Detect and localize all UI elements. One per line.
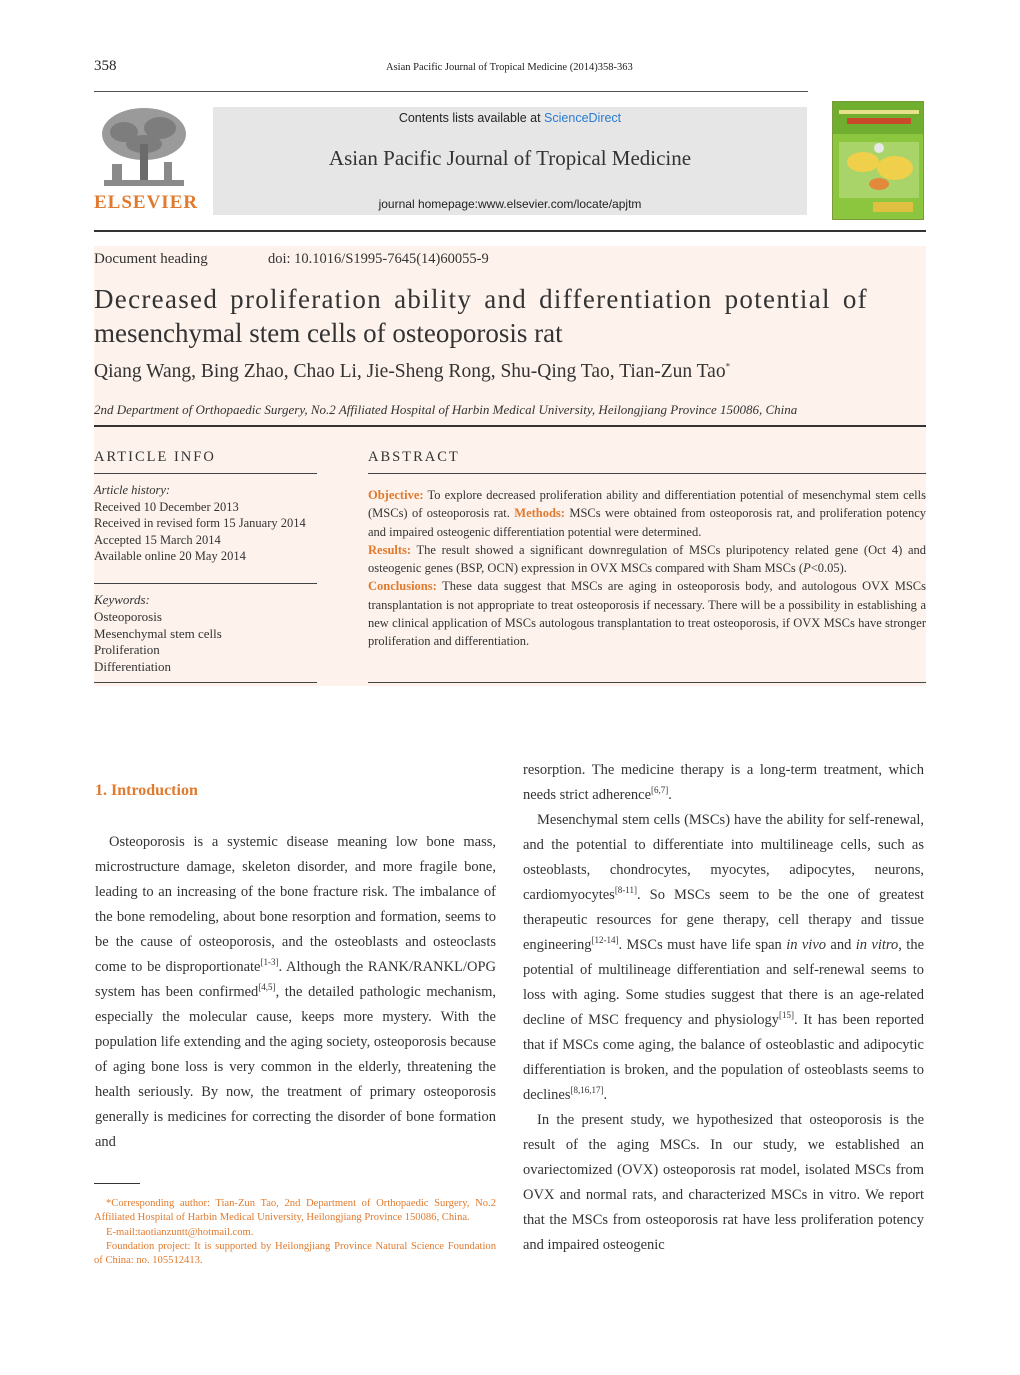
page-number: 358 — [94, 58, 117, 74]
abstract-heading: ABSTRACT — [368, 449, 460, 465]
history-revised: Received in revised form 15 January 2014 — [94, 516, 306, 530]
article-info-rule-bottom — [94, 682, 317, 683]
results-label: Results: — [368, 542, 412, 557]
keywords-label: Keywords: — [94, 592, 150, 607]
p1-text-a: Osteoporosis is a systemic disease meaning low bone mass, microstructure damage, skeleton disorder, and more fragile bone, leading to an increasing of the bone fracture risk. The imbalance of the bone remodeling, about bone resorption and formation, seems to be the cause of osteoporosis, and the osteoblasts and osteoclasts come to be disproportionate — [95, 834, 496, 975]
document-heading-label: Document heading — [94, 251, 208, 267]
paragraph-1 — [95, 830, 496, 1155]
corresponding-author-note: *Corresponding author: Tian-Zun Tao, 2nd Department of Orthopaedic Surgery, No.2 Affiliated Hospital of Harbin Medical University, Heilongjiang Province 150086, China. — [94, 1198, 496, 1224]
p2-text-e: . It has been reported that if MSCs come aging, the balance of osteoblastic and adipocytic differentiation is broken, and the population of osteoblasts seems to declines — [523, 1012, 925, 1103]
p2-text-d: , the potential of multilineage differentiation and self-renewal seems to loss with aging. Some studies suggest that there is an age-related decline of MSC frequency and physiology — [523, 937, 925, 1028]
abstract-text — [368, 486, 926, 651]
introduction-heading: 1. Introduction — [95, 782, 198, 799]
banner-bottom-rule — [94, 230, 926, 232]
article-info-rule-middle — [94, 583, 317, 584]
results-text: The result showed a significant downregulation of MSCs pluripotency related gene (Oct 4) and osteogenic genes (BSP, OCN) expression in OVX MSCs compared with Sham MSCs ( — [368, 542, 926, 576]
conclusions-text: These data suggest that MSCs are aging in osteoporosis body, and autologous OVX MSCs transplantation is not appropriate to treat osteoporosis if necessary. There will be a possibility in establishing a new clinical application of MSCs autologous transplantation to treat osteoporosis, if OVX MSCs have stronger proliferation and differentiation. — [368, 579, 926, 649]
paragraph-1-continued — [523, 758, 924, 808]
keyword-item: Osteoporosis — [94, 608, 162, 624]
article-title-line1: Decreased proliferation ability and differentiation potential of — [94, 284, 868, 314]
doi[interactable]: doi: 10.1016/S1995-7645(14)60055-9 — [268, 251, 489, 267]
keyword-item: Mesenchymal stem cells — [94, 625, 222, 641]
article-info-rule-top — [94, 473, 317, 474]
author-list — [94, 361, 730, 383]
results-p-symbol: P — [803, 561, 811, 576]
footnotes — [94, 1197, 496, 1268]
p2-text-b: . So MSCs seem to be the one of greatest therapeutic resources for gene therapy, cell therapy and tissue engineering — [523, 887, 924, 953]
abstract-rule-top — [368, 473, 926, 474]
history-accepted: Accepted 15 March 2014 — [94, 532, 221, 547]
affiliation: 2nd Department of Orthopaedic Surgery, No.2 Affiliated Hospital of Harbin Medical University, Heilongjiang Province 150086, China — [94, 402, 798, 417]
in-vivo-term: in vivo — [786, 937, 827, 953]
footnote-rule — [94, 1183, 140, 1184]
email-note[interactable]: E-mail:taotianzuntt@hotmail.com. — [106, 1226, 254, 1238]
history-received: Received 10 December 2013 — [94, 499, 239, 514]
journal-homepage-link[interactable]: journal homepage:www.elsevier.com/locate/apjtm — [378, 197, 642, 211]
methods-text: MSCs were obtained from osteoporosis rat, and proliferation potency and impaired osteogenic differentiation potential were determined. — [368, 506, 926, 539]
affiliation-rule — [94, 425, 926, 427]
history-online: Available online 20 May 2014 — [94, 549, 246, 563]
objective-label: Objective: — [368, 488, 424, 502]
article-title — [94, 282, 928, 350]
conclusions-label: Conclusions: — [368, 579, 437, 594]
article-history — [94, 482, 306, 565]
body-column-left — [95, 830, 496, 1155]
article-info-heading: ARTICLE INFO — [94, 449, 216, 465]
citation[interactable]: [12-14] — [591, 935, 619, 946]
p2-text-a: Mesenchymal stem cells (MSCs) have the ability for self-renewal, and the potential to differentiate into multilineage cells, such as osteoblasts, chondrocytes, myocytes, adipocytes, neurons, cardiomyocytes — [523, 812, 924, 903]
running-head: Asian Pacific Journal of Tropical Medicine (2014)358-363 — [386, 62, 633, 73]
p1-text-continued: resorption. The medicine therapy is a long-term treatment, which needs strict adherence — [523, 762, 924, 803]
authors-text: Qiang Wang, Bing Zhao, Chao Li, Jie-Sheng Rong, Shu-Qing Tao, Tian-Zun Tao — [94, 361, 726, 382]
methods-label: Methods: — [514, 506, 565, 521]
history-label: Article history: — [94, 483, 171, 497]
p1-text-end: . — [668, 787, 672, 803]
article-title-line2: mesenchymal stem cells of osteoporosis rat — [94, 318, 563, 348]
citation[interactable]: [8,16,17] — [570, 1085, 604, 1096]
contents-prefix: Contents lists available at — [398, 111, 545, 125]
objective-text: To explore decreased proliferation ability and differentiation potential of mesenchymal stem cells (MSCs) of osteoporosis rat. — [368, 488, 926, 521]
p1-text-b: . Although the RANK/RANKL/OPG system has been confirmed — [95, 959, 496, 1000]
contents-line — [213, 111, 807, 125]
results-text-end: <0.05). — [810, 561, 847, 576]
paragraph-3: In the present study, we hypothesized that osteoporosis is the result of the aging MSCs. In our study, we established an ovariectomized (OVX) osteoporosis rat model, isolated MSCs from OVX and normal rats, and characterized MSCs in vitro. We report that the MSCs from osteoporosis rat have less proliferation potency and impaired osteogenic — [523, 1112, 924, 1253]
keywords-block — [94, 592, 222, 676]
p1-text-c: , the detailed pathologic mechanism, especially the molecular cause, keeps more mystery. With the population life extending and the aging society, osteoporosis because of aging bone loss is very common in the elderly, threatening the health seriously. By now, the treatment of primary osteoporosis generally is medicines for correcting the disorder of bone formation and — [95, 984, 496, 1150]
keyword-item: Proliferation — [94, 642, 160, 658]
p2-and: and — [826, 937, 856, 953]
paragraph-2 — [523, 808, 924, 1108]
foundation-note: Foundation project: It is supported by Heilongjiang Province Natural Science Foundation of China: no. 105512413. — [94, 1240, 496, 1267]
abstract-rule-bottom — [368, 682, 926, 683]
keyword-item: Differentiation — [94, 659, 172, 675]
journal-name: Asian Pacific Journal of Tropical Medicine — [328, 146, 692, 170]
body-column-right — [523, 758, 924, 1258]
citation[interactable]: [15] — [779, 1010, 795, 1021]
in-vitro-term: in vitro — [855, 937, 899, 953]
citation[interactable]: [1-3] — [260, 957, 279, 968]
citation[interactable]: [6,7] — [651, 785, 669, 796]
header-rule — [94, 91, 808, 92]
p2-text-f: . — [603, 1087, 608, 1103]
p2-text-c: . MSCs must have life span — [618, 937, 787, 953]
elsevier-wordmark: ELSEVIER — [94, 192, 199, 213]
sciencedirect-link[interactable]: ScienceDirect — [544, 111, 622, 125]
journal-cover-image — [832, 101, 924, 220]
citation[interactable]: [4,5] — [258, 982, 276, 993]
citation[interactable]: [8-11] — [614, 885, 637, 896]
corresponding-author-mark: * — [725, 361, 731, 372]
